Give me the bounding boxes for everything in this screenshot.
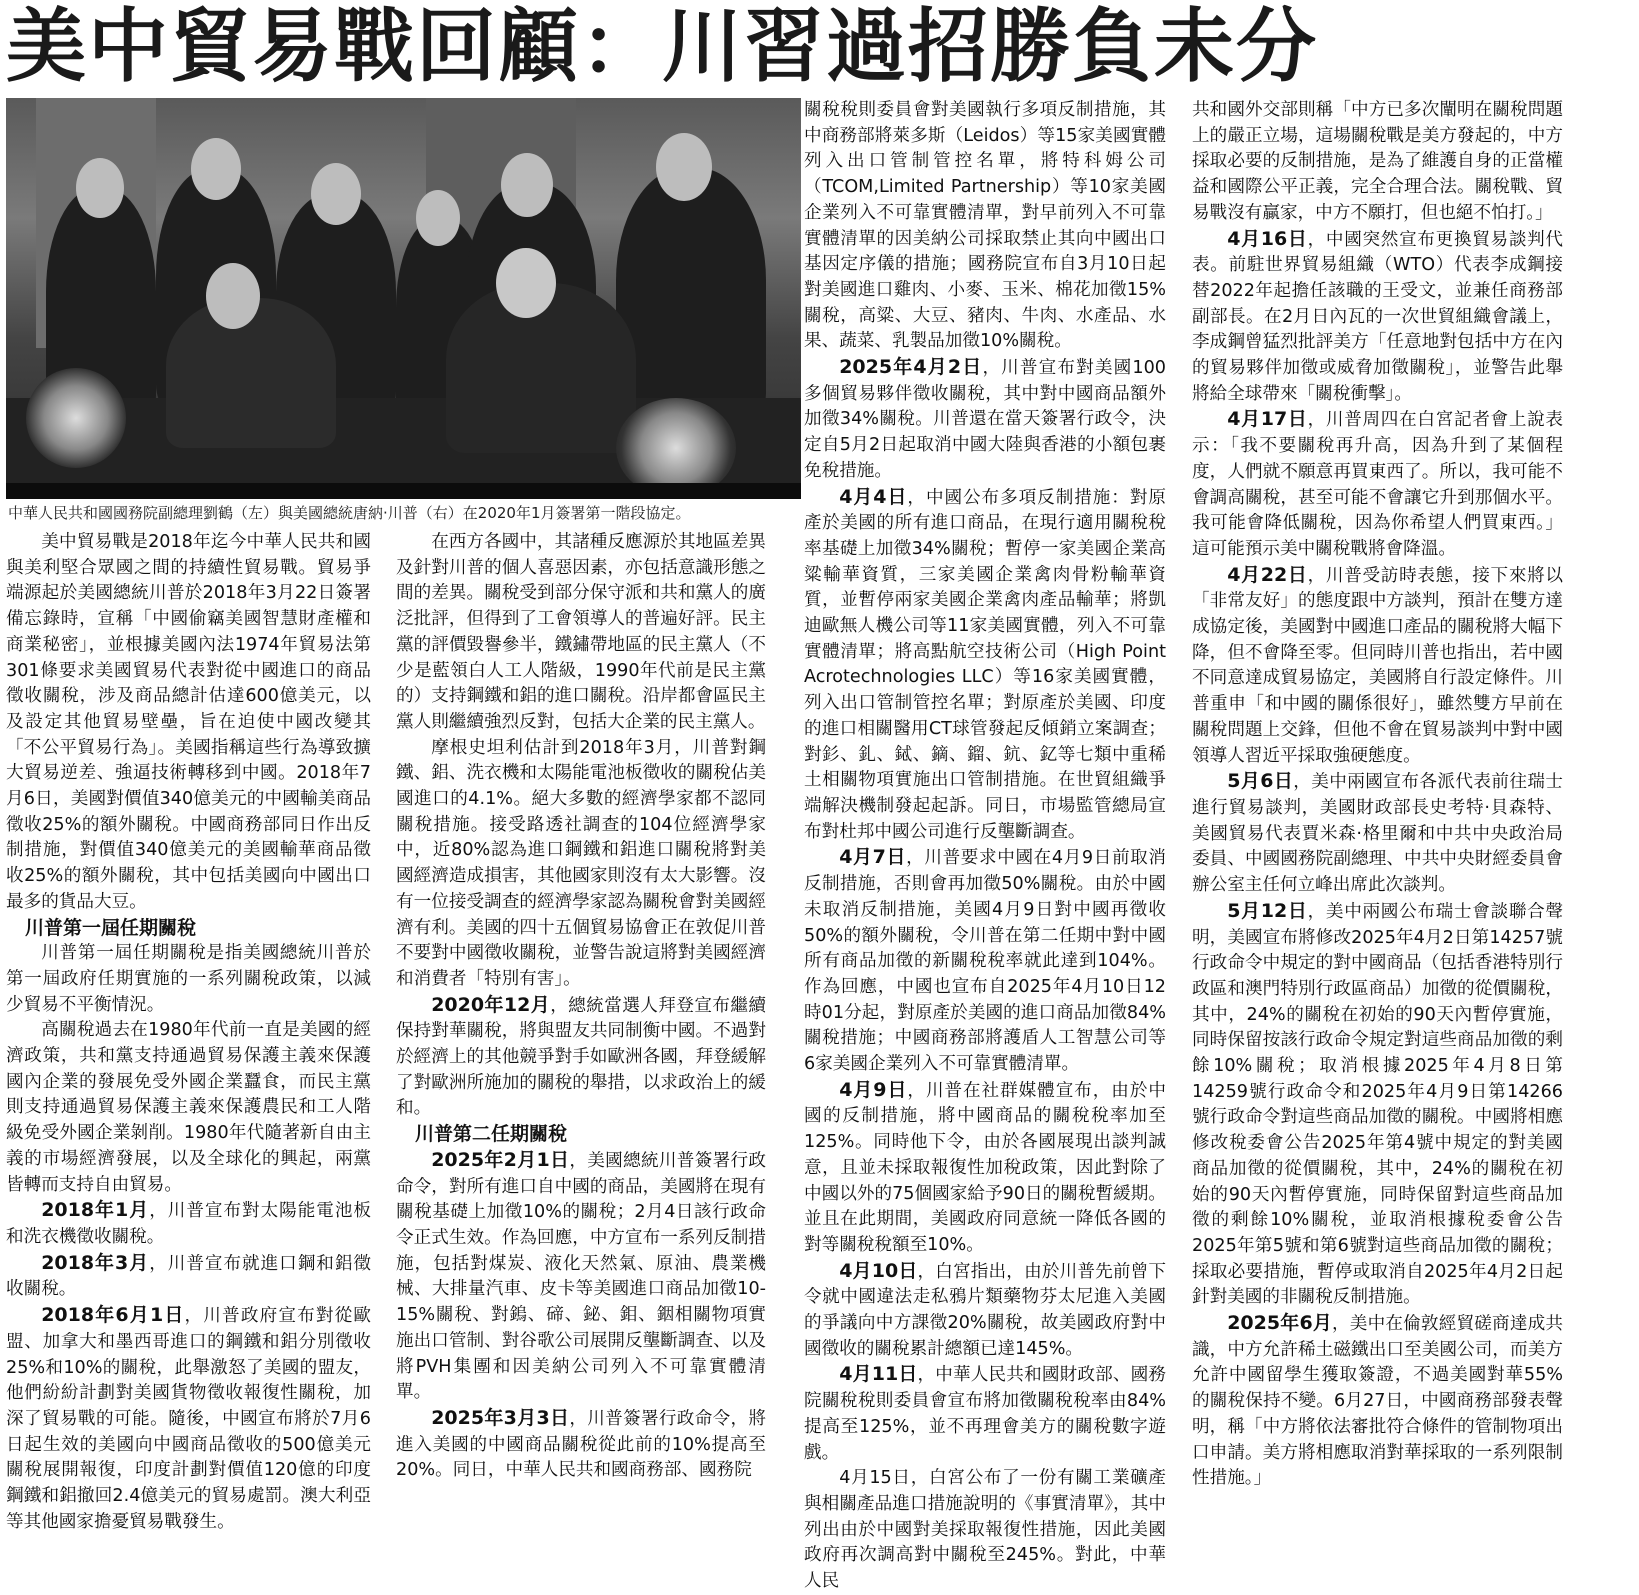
date-lead: 4月16日	[1227, 227, 1308, 250]
date-lead: 2018年6月1日	[41, 1304, 185, 1327]
article-paragraph	[804, 1466, 1166, 1595]
paragraph-text: ，川普受訪時表態，接下來將以「非常友好」的態度跟中方談判，預計在雙方達成協定後，美國對中國進口產品的關稅將大幅下降，但不會降至零。但同時川普也指出，若中國不同意達成貿易協定，美國將自行設定條件。川普重申「和中國的關係很好」，雖然雙方早前在關稅問題上交鋒，但他不會在貿易談判中對中國領導人習近平採取強硬態度。	[1192, 565, 1563, 766]
signer-head	[206, 263, 260, 329]
article-paragraph	[6, 1251, 371, 1303]
official-head	[76, 158, 124, 218]
article-paragraph	[804, 485, 1166, 846]
official-head	[656, 133, 712, 201]
date-lead: 4月17日	[1227, 408, 1308, 431]
paragraph-text: ，川普宣布就進口鋼和鋁徵收關稅。	[6, 1253, 371, 1300]
date-lead: 2020年12月	[431, 993, 551, 1016]
date-lead: 4月7日	[839, 846, 907, 869]
paragraph-text: ，川普簽署行政命令，將進入美國的中國商品關稅從此前的10%提高至20%。同日，中華人民共和國商務部、國務院	[396, 1408, 766, 1481]
article-paragraph	[1192, 563, 1563, 770]
date-lead: 4月10日	[839, 1259, 918, 1282]
official-head	[501, 153, 553, 217]
article-column	[1192, 98, 1563, 1489]
article-paragraph	[396, 736, 766, 993]
paragraph-text: ，美中在倫敦經貿磋商達成共識，中方允許稀土磁鐵出口至美國公司，而美方允許中國留學生獲取簽證，不過美國對華55%的關稅保持不變。6月27日，中國商務部發表聲明，稱「中方將依法審批符合條件的管制物項出口申請。美方將相應取消對華採取的一系列限制性措施。」	[1192, 1314, 1563, 1489]
article-paragraph	[1192, 899, 1563, 1311]
article-paragraph	[804, 98, 1166, 355]
article-paragraph	[6, 530, 371, 916]
article-paragraph	[6, 941, 371, 1018]
paragraph-text: ，白宮指出，由於川普先前曾下令就中國違法走私鴉片類藥物芬太尼進入美國的爭議向中方課徵20%關稅，故美國政府對中國徵收的關稅累計總額已達145%。	[804, 1261, 1166, 1359]
paragraph-text: ，美中兩國宣布各派代表前往瑞士進行貿易談判，美國財政部長史考特·貝森特、美國貿易代表賈米森·格里爾和中共中央政治局委員、中國國務院副總理、中共中央財經委員會辦公室主任何立峰出席此次談判。	[1192, 772, 1563, 896]
table-edge	[6, 483, 801, 499]
paragraph-text: ，川普政府宣布對從歐盟、加拿大和墨西哥進口的鋼鐵和鋁分別徵收25%和10%的關稅，此舉激怒了美國的盟友，他們紛紛計劃對美國貨物徵收報復性關稅，加深了貿易戰的可能。隨後，中國宣布將於7月6日起生效的美國向中國商品徵收的500億美元關稅展開報復，印度計劃對價值120億的印度鋼鐵和鋁撤回2.4億美元的貿易處罰。澳大利亞等其他國家擔憂貿易戰發生。	[6, 1306, 371, 1532]
date-lead: 2018年3月	[41, 1251, 150, 1274]
section-heading: 川普第二任期關稅	[415, 1123, 568, 1146]
article-column	[804, 98, 1166, 1592]
article-paragraph	[1192, 769, 1563, 899]
paragraph-text: ，美中兩國公布瑞士會談聯合聲明，美國宣布將修改2025年4月2日第14257號行政命令中規定的對中國商品（包括香港特別行政區和澳門特別行政區商品）加徵的從價關稅，其中，24%的關稅在初始的90天內暫停實施，同時保留按該行政命令規定對這些商品加徵的剩餘10%關稅；取消根據2025年4月8日第14259號行政命令和2025年4月9日第14266號行政命令對這些商品加徵的關稅。中國將相應修改稅委會公告2025年第4號中規定的對美國商品加徵的從價關稅，其中，24%的關稅在初始的90天內暫停實施，同時保留對這些商品加徵的剩餘10%關稅，並取消根據稅委會公告2025年第5號和第6號對這些商品加徵的關稅；採取必要措施，暫停或取消自2025年4月2日起針對美國的非關稅反制措施。	[1192, 901, 1563, 1308]
date-lead: 2025年6月	[1227, 1312, 1333, 1335]
official-head	[191, 138, 241, 200]
article-column	[396, 530, 766, 1481]
official-head	[416, 190, 460, 246]
date-lead: 5月12日	[1227, 899, 1308, 922]
article-paragraph	[804, 1362, 1166, 1466]
article-paragraph	[396, 1148, 766, 1406]
photo-caption: 中華人民共和國國務院副總理劉鶴（左）與美國總統唐納·川普（右）在2020年1月簽署第一階段協定。	[8, 504, 691, 522]
article-paragraph	[1192, 98, 1563, 227]
date-lead: 4月11日	[839, 1363, 918, 1386]
paragraph-text: ，川普宣布對美國100多個貿易夥伴徵收關稅，其中對中國商品額外加徵34%關稅。川普還在當天簽署行政令，決定自5月2日起取消中國大陸與香港的小額包裹免稅措施。	[804, 358, 1166, 481]
paragraph-text: ，川普在社群媒體宣布，由於中國的反制措施，將中國商品的關稅稅率加至125%。同時他下令，由於各國展現出談判誠意，且並未採取報復性加稅政策，因此對除了中國以外的75個國家給予90日的關稅暫緩期。並且在此期間，美國政府同意統一降低各國的對等關稅稅額至10%。	[804, 1080, 1166, 1255]
article-paragraph	[6, 1198, 371, 1250]
official-head	[311, 163, 361, 225]
article-paragraph	[396, 530, 766, 736]
paragraph-text: ，川普要求中國在4月9日前取消反制措施，否則會再加徵50%關稅。由於中國未取消反制措施，美國4月9日對中國再徵收50%的額外關稅，令川普在第二任期中對中國所有商品加徵的新關稅稅率就此達到104%。作為回應，中國也宣布自2025年4月10日12時01分起，對原產於美國的進口商品加徵84%關稅措施；中國商務部將護盾人工智慧公司等6家美國企業列入不可靠實體清單。	[804, 848, 1166, 1075]
paragraph-text: ，川普宣布對太陽能電池板和洗衣機徵收關稅。	[6, 1201, 371, 1247]
article-paragraph	[6, 1303, 371, 1535]
article-paragraph	[1192, 1311, 1563, 1492]
signing-photo	[6, 98, 801, 499]
paragraph-text: ，中國突然宣布更換貿易談判代表。前駐世界貿易組織（WTO）代表李成鋼接替2022年起擔任該職的王受文，並兼任商務部副部長。在2月日內瓦的一次世貿組織會議上，李成鋼曾猛烈批評美方「任意地對包括中方在內的貿易夥伴加徵或威脅加徵關稅」，並警告此舉將給全球帶來「關稅衝擊」。	[1192, 229, 1563, 404]
article-paragraph	[396, 993, 766, 1123]
article-paragraph	[396, 1406, 766, 1484]
article-column	[6, 530, 371, 1532]
article-paragraph	[804, 1078, 1166, 1259]
paragraph-text: 4月15日，白宮公布了一份有關工業礦產與相關產品進口措施說明的《事實清單》，其中列出由於中國對美採取報復性措施，因此美國政府再次調高對中關稅至245%。對此，中華人民	[804, 1468, 1166, 1592]
section-heading: 川普第一屆任期關稅	[25, 916, 197, 939]
paragraph-text: ，中國公布多項反制措施：對原產於美國的所有進口商品，在現行適用關稅稅率基礎上加徵34%關稅；暫停一家美國企業高粱輸華資質，三家美國企業禽肉骨粉輸華資質，並暫停兩家美國企業禽肉產品輸華；將凱迪歐無人機公司等11家美國實體，列入不可靠實體清單；將高點航空技術公司（High Point Acrotechnologies LLC）等16家美國實體，列入出口管制管控名單；對原產於美國、印度的進口相關醫用CT球管發起反傾銷立案調查；對釤、釓、鋱、鏑、鎦、鈧、釔等七類中重稀土相關物項實施出口管制措施。在世貿組織爭端解決機制發起起訴。同日，市場監管總局宣布對杜邦中國公司進行反壟斷調查。	[804, 487, 1166, 842]
article-paragraph	[804, 1259, 1166, 1363]
date-lead: 2025年2月1日	[431, 1148, 570, 1171]
article-paragraph	[804, 355, 1166, 485]
article-paragraph	[1192, 407, 1563, 562]
headline: 美中貿易戰回顧：川習過招勝負未分	[6, 0, 1318, 93]
paragraph-text: ，川普周四在白宮記者會上說表示：「我不要關稅再升高，因為升到了某個程度，人們就不願意再買東西了。所以，我可能不會調高關稅，甚至可能不會讓它升到那個水平。我可能會降低關稅，因為你希望人們買東西。」這可能預示美中關稅戰將會降溫。	[1192, 410, 1563, 559]
paragraph-text: 美中貿易戰是2018年迄今中華人民共和國與美利堅合眾國之間的持續性貿易戰。貿易爭端源起於美國總統川普於2018年3月22日簽署備忘錄時，宣稱「中國偷竊美國智慧財產權和商業秘密」，並根據美國內法1974年貿易法第301條要求美國貿易代表對從中國進口的商品徵收關稅，涉及商品總計估達600億美元，以及設定其他貿易壁壘，旨在迫使中國改變其「不公平貿易行為」。美國指稱這些行為導致擴大貿易逆差、強逼技術轉移到中國。2018年7月6日，美國對價值340億美元的中國輸美商品徵收25%的額外關稅。中國商務部同日作出反制措施，對價值340億美元的美國輸華商品徵收25%的額外關稅，其中包括美國向中國出口最多的貨品大豆。	[6, 532, 371, 912]
date-lead: 2025年4月2日	[839, 356, 983, 379]
article-paragraph	[804, 845, 1166, 1077]
paragraph-text: ，中華人民共和國財政部、國務院關稅稅則委員會宣布將加徵關稅稅率由84%提高至125%，並不再理會美方的關稅數字遊戲。	[804, 1365, 1166, 1463]
date-lead: 2025年3月3日	[431, 1406, 570, 1429]
date-lead: 4月4日	[839, 485, 908, 508]
presidential-seal-icon	[26, 368, 126, 468]
standing-official	[616, 168, 766, 418]
date-lead: 2018年1月	[41, 1199, 150, 1222]
date-lead: 5月6日	[1227, 770, 1294, 793]
paragraph-text: 關稅稅則委員會對美國執行多項反制措施，其中商務部將萊多斯（Leidos）等15家美國實體列入出口管制管控名單，將特科姆公司（TCOM,Limited Partnership）等10家美國企業列入不可靠實體清單，對早前列入不可靠實體清單的因美納公司採取禁止其向中國出口基因定序儀的措施；國務院宣布自3月10日起對美國進口雞肉、小麥、玉米、棉花加徵15%關稅，高粱、大豆、豬肉、牛肉、水產品、水果、蔬菜、乳製品加徵10%關稅。	[804, 100, 1166, 352]
date-lead: 4月22日	[1227, 563, 1308, 586]
signer-head	[496, 248, 556, 318]
date-lead: 4月9日	[839, 1078, 908, 1101]
paragraph-text: 在西方各國中，其諸種反應源於其地區差異及針對川普的個人喜惡因素，亦包括意識形態之間的差異。關稅受到部分保守派和共和黨人的廣泛批評，但得到了工會領導人的普遍好評。民主黨的評價毀譽參半，鐵鏽帶地區的民主黨人（不少是藍領白人工人階級，1990年代前是民主黨的）支持鋼鐵和鋁的進口關稅。沿岸都會區民主黨人則繼續強烈反對，包括大企業的民主黨人。	[396, 532, 766, 732]
article-paragraph	[6, 1018, 371, 1198]
paragraph-text: ，美國總統川普簽署行政命令，對所有進口自中國的商品，美國將在現有關稅基礎上加徵10%的關稅；2月4日該行政命令正式生效。作為回應，中方宣布一系列反制措施，包括對煤炭、液化天然氣、原油、農業機械、大排量汽車、皮卡等美國進口商品加徵10-15%關稅、對鎢、碲、鉍、鉬、銦相關物項實施出口管制、對谷歌公司展開反壟斷調查、以及將PVH集團和因美納公司列入不可靠實體清單。	[396, 1150, 766, 1403]
paragraph-text: 川普第一屆任期關稅是指美國總統川普於第一屆政府任期實施的一系列關稅政策，以減少貿易不平衡情況。	[6, 943, 371, 1015]
paragraph-text: ，總統當選人拜登宣布繼續保持對華關稅，將與盟友共同制衡中國。不過對於經濟上的其他競爭對手如歐洲各國，拜登緩解了對歐洲所施加的關稅的舉措，以求政治上的緩和。	[396, 995, 766, 1119]
article-paragraph	[1192, 227, 1563, 408]
paragraph-text: 共和國外交部則稱「中方已多次闡明在關稅問題上的嚴正立場，這場關稅戰是美方發起的，中方採取必要的反制措施，是為了維護自身的正當權益和國際公平正義，完全合理合法。關稅戰、貿易戰沒有贏家，中方不願打，但也絕不怕打。」	[1192, 100, 1563, 223]
paragraph-text: 高關稅過去在1980年代前一直是美國的經濟政策，共和黨支持通過貿易保護主義來保護國內企業的發展免受外國企業蠶食，而民主黨則支持通過貿易保護主義來保護農民和工人階級免受外國企業剝削。1980年代隨著新自由主義的市場經濟發展，以及全球化的興起，兩黨皆轉而支持自由貿易。	[6, 1020, 371, 1195]
paragraph-text: 摩根史坦利估計到2018年3月，川普對鋼鐵、鋁、洗衣機和太陽能電池板徵收的關稅佔美國進口的4.1%。絕大多數的經濟學家都不認同關稅措施。接受路透社調查的104位經濟學家中，近80%認為進口鋼鐵和鋁進口關稅將對美國經濟造成損害，其他國家則沒有太大影響。沒有一位接受調查的經濟學家認為關稅會對美國經濟有利。美國的四十五個貿易協會正在敦促川普不要對中國徵收關稅，並警告說這將對美國經濟和消費者「特別有害」。	[396, 737, 766, 989]
